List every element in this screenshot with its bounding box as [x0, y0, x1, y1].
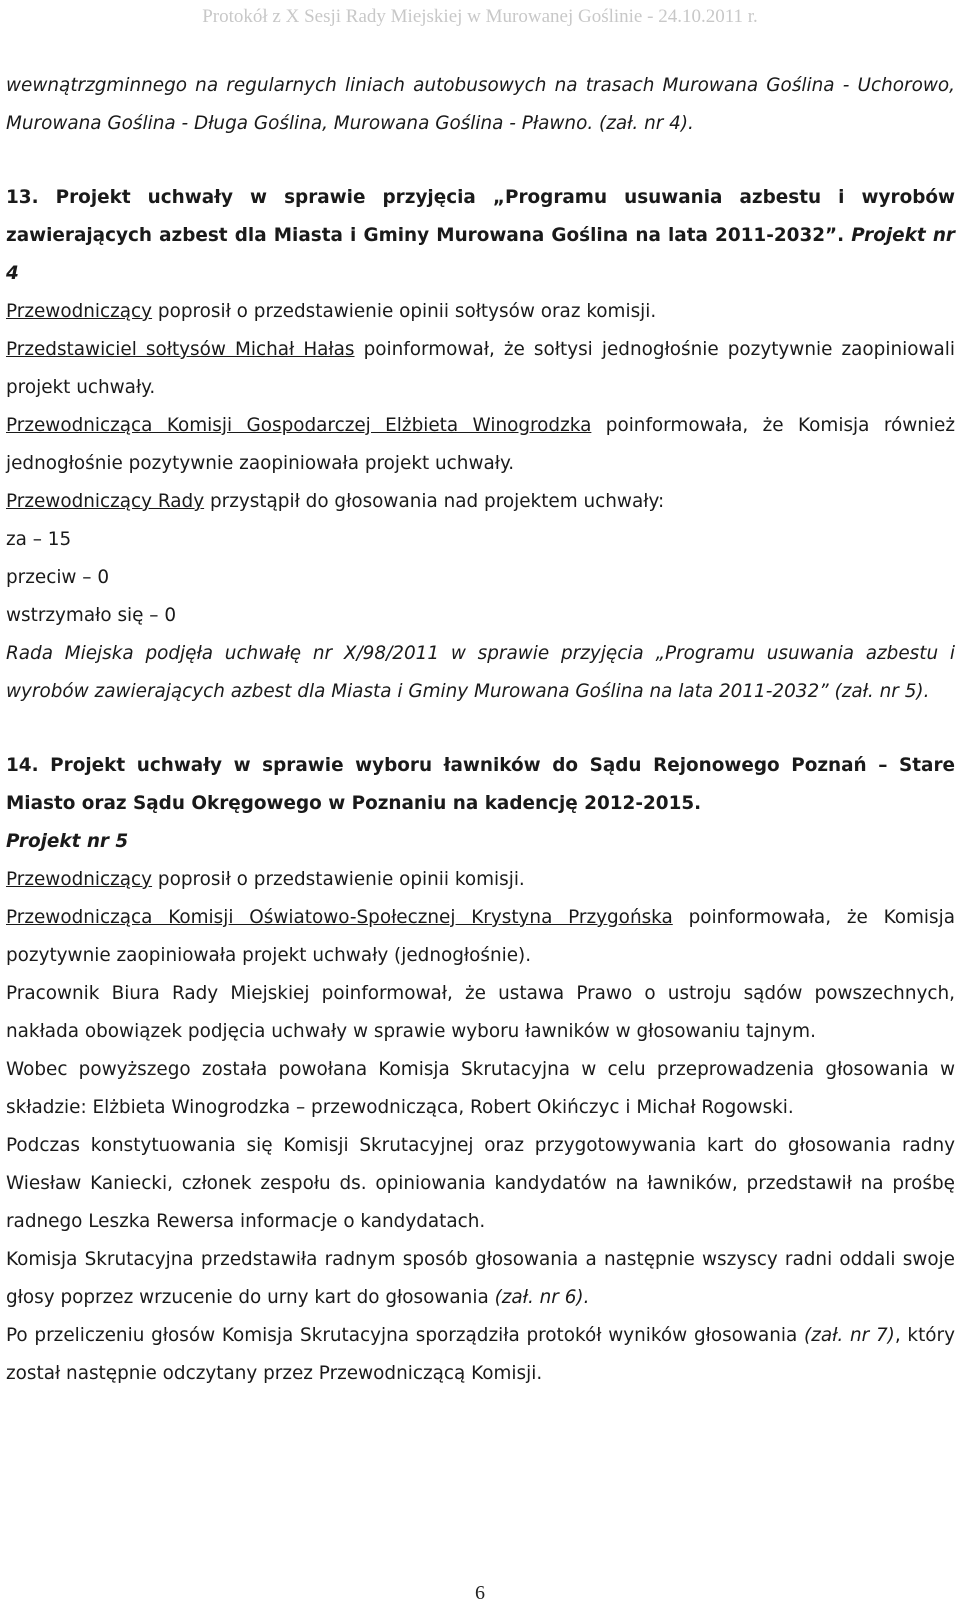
- paragraph-text: Po przeliczeniu głosów Komisja Skrutacyjna sporządziła protokół wyników głosowania: [6, 1325, 805, 1346]
- speaker-name: Przewodnicząca Komisji Gospodarczej Elżbieta Winogrodzka: [6, 415, 592, 436]
- speaker-name: Przewodniczący Rady: [6, 491, 205, 512]
- section-14-paragraph-5: Podczas konstytuowania się Komisji Skrutacyjnej oraz przygotowywania kart do głosowania radny Wiesław Kaniecki, członek zespołu ds. opiniowania kandydatów na ławników, przedstawił na prośbę radnego Leszka Rewersa informacje o kandydatach.: [6, 1135, 955, 1232]
- section-13-projekt: Projekt nr 4: [6, 225, 955, 284]
- paragraph-text: , który został następnie odczytany przez Przewodniczącą Komisji.: [6, 1325, 955, 1384]
- paragraph-continuation: wewnątrzgminnego na regularnych liniach autobusowych na trasach Murowana Goślina - Uchorowo, Murowana Goślina - Długa Goślina, Murowana Goślina - Pławno. (zał. nr 4).: [6, 75, 955, 134]
- section-14-paragraph-4: Wobec powyższego została powołana Komisja Skrutacyjna w celu przeprowadzenia głosowania w składzie: Elżbieta Winogrodzka – przewodnicząca, Robert Okińczyc i Michał Rogowski.: [6, 1059, 955, 1118]
- section-14-paragraph-7: [6, 1317, 955, 1393]
- spacer: [6, 711, 955, 747]
- section-13-line-3: [6, 407, 955, 483]
- speaker-name: Przedstawiciel sołtysów Michał Hałas: [6, 339, 355, 360]
- speaker-text: poinformowała, że Komisja pozytywnie zaopiniowała projekt uchwały (jednogłośnie).: [6, 907, 955, 966]
- spacer: [6, 143, 955, 179]
- page-number: 6: [475, 1582, 485, 1604]
- section-13-line-1: [6, 293, 955, 331]
- vote-for: za – 15: [6, 529, 72, 550]
- section-13-heading: [6, 179, 955, 293]
- attachment-ref: (zał. nr 7): [804, 1325, 895, 1346]
- speaker-name: Przewodniczący: [6, 869, 153, 890]
- document-body: [6, 67, 955, 1393]
- resolution-text: Rada Miejska podjęła uchwałę nr X/98/2011 w sprawie przyjęcia „Programu usuwania azbestu i wyrobów zawierających azbest dla Miasta i Gminy Murowana Goślina na lata 2011-2032” (zał. nr 5).: [6, 643, 955, 702]
- vote-against: przeciw – 0: [6, 567, 110, 588]
- speaker-text: poprosił o przedstawienie opinii komisji.: [152, 869, 525, 890]
- speaker-text: poinformował, że sołtysi jednogłośnie pozytywnie zaopiniowali projekt uchwały.: [6, 339, 956, 398]
- section-14-line-2: [6, 899, 955, 975]
- section-14-title: 14. Projekt uchwały w sprawie wyboru ławników do Sądu Rejonowego Poznań – Stare Miasto oraz Sądu Okręgowego w Poznaniu na kadencję 2012-2015.: [6, 755, 955, 814]
- section-14-paragraph-6: [6, 1241, 955, 1317]
- speaker-text: przystąpił do głosowania nad projektem uchwały:: [204, 491, 665, 512]
- paragraph-text: Komisja Skrutacyjna przedstawiła radnym sposób głosowania a następnie wszyscy radni oddali swoje głosy poprzez wrzucenie do urny kart do głosowania: [6, 1249, 955, 1308]
- page-header: Protokół z X Sesji Rady Miejskiej w Murowanej Goślinie - 24.10.2011 r.: [202, 6, 758, 27]
- speaker-name: Przewodniczący: [6, 301, 153, 322]
- attachment-ref: (zał. nr 6).: [494, 1287, 590, 1308]
- vote-abstain: wstrzymało się – 0: [6, 605, 177, 626]
- section-14-paragraph-3: Pracownik Biura Rady Miejskiej poinformował, że ustawa Prawo o ustroju sądów powszechnych, nakłada obowiązek podjęcia uchwały w sprawie wyboru ławników w głosowaniu tajnym.: [6, 983, 955, 1042]
- section-13-line-2: [6, 331, 955, 407]
- speaker-text: poprosił o przedstawienie opinii sołtysów oraz komisji.: [152, 301, 657, 322]
- section-13-title: 13. Projekt uchwały w sprawie przyjęcia „Programu usuwania azbestu i wyrobów zawierających azbest dla Miasta i Gminy Murowana Goślina na lata 2011-2032”.: [6, 187, 955, 246]
- section-14-projekt: Projekt nr 5: [6, 831, 129, 852]
- speaker-name: Przewodnicząca Komisji Oświatowo-Społecznej Krystyna Przygońska: [6, 907, 673, 928]
- section-13-line-4: [6, 483, 955, 521]
- section-14-line-1: [6, 861, 955, 899]
- speaker-text: poinformowała, że Komisja również jednogłośnie pozytywnie zaopiniowała projekt uchwały.: [6, 415, 955, 474]
